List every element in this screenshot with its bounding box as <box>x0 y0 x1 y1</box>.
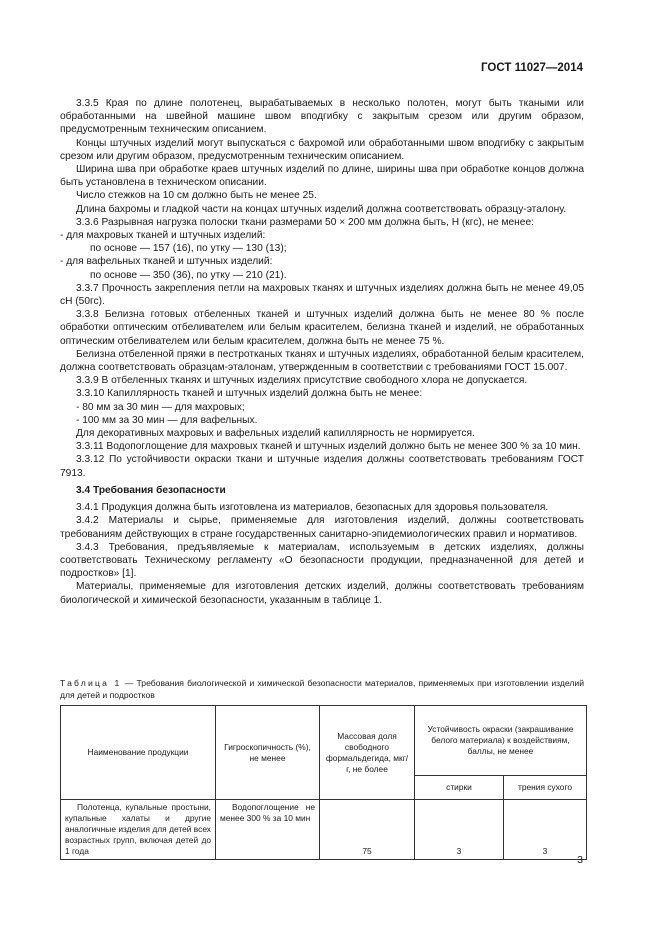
paragraph: 3.3.8 Белизна готовых отбеленных тканей и штучных изделий должна быть не менее 80 % после обработки оптическим отбеливателем или белым красителем, белизна тканей и изделий, не обработанных оптическим отбеливателем или белым красителем, должна быть не менее 75 %. <box>60 309 584 347</box>
paragraph: Число стежков на 10 см должно быть не менее 25. <box>76 190 317 202</box>
table-caption <box>60 677 584 701</box>
document-code: ГОСТ 11027—2014 <box>481 62 583 74</box>
header-product: Наименование продукции <box>61 706 216 800</box>
list-subitem: по основе — 350 (36), по утку — 210 (21). <box>90 269 287 281</box>
list-item: - 100 мм за 30 мин — для вафельных. <box>76 414 258 426</box>
paragraph: Ширина шва при обработке краев штучных изделий по длине, ширины шва при обработке концов должна быть установлена в техническом описании. <box>60 164 584 189</box>
cell-dry-rubbing: 3 <box>504 800 587 860</box>
paragraph: Для декоративных махровых и вафельных изделий капиллярность не нормируется. <box>76 428 475 440</box>
list-item: - для махровых тканей и штучных изделий: <box>60 230 266 242</box>
paragraph: 3.3.6 Разрывная нагрузка полоски ткани размерами 50 × 200 мм должна быть, Н (кгс), не менее: <box>76 216 534 228</box>
header-dry-rubbing: трения сухого <box>504 776 587 800</box>
paragraph: 3.3.12 По устойчивости окраски ткани и штучные изделия должны соответствовать требованиям ГОСТ 7913. <box>60 454 584 479</box>
cell-washing: 3 <box>415 800 504 860</box>
table-caption-label: Таблица 1 <box>60 678 122 688</box>
header-washing: стирки <box>415 776 504 800</box>
paragraph: 3.4.2 Материалы и сырье, применяемые для изготовления изделий, должны соответствовать требованиям действующих в стране государственных санитарно-эпидемиологических правил и нормативов. <box>60 515 584 540</box>
paragraph: Длина бахромы и гладкой части на концах штучных изделий должна соответствовать образцу-эталону. <box>76 203 567 215</box>
header-formaldehyde: Массовая доля свободного формальдегида, мкг/г, не более <box>320 706 415 800</box>
paragraph: 3.3.9 В отбеленных тканях и штучных изделиях присутствие свободного хлора не допускается. <box>76 375 528 387</box>
paragraph: Концы штучных изделий могут выпускаться с бахромой или обработанными швом вподгибку с закрытым срезом или другим образом, предусмотренным техническим описанием. <box>60 137 584 162</box>
table-header-row <box>61 706 587 776</box>
paragraph: 3.4.1 Продукция должна быть изготовлена из материалов, безопасных для здоровья пользователя. <box>76 502 549 514</box>
list-item: - 80 мм за 30 мин — для махровых; <box>76 401 245 413</box>
paragraph: 3.4.3 Требования, предъявляемые к материалам, используемым в детских изделиях, должны соответствовать Техническому регламенту «О безопасности продукции, предназначенной для детей и подростков» [1]. <box>60 541 584 580</box>
paragraph: 3.3.5 Края по длине полотенец, вырабатываемых в несколько полотен, могут быть ткаными или обработанными на швейной машине швом вподгибку с закрытым срезом или другим образом, предусмотренным техническим описанием. <box>60 98 584 136</box>
list-subitem: по основе — 157 (16), по утку — 130 (13); <box>90 243 287 255</box>
cell-product: Полотенца, купальные простыни, купальные халаты и другие аналогичные изделия для детей всех возрастных групп, включая детей до 1 года <box>61 800 216 860</box>
header-color-fastness: Устойчивость окраски (закрашивание белого материала) к воздействиям, баллы, не менее <box>415 706 587 776</box>
cell-hygroscopicity: Водопоглощение не менее 300 % за 10 мин <box>216 800 320 860</box>
section-heading: 3.4 Требования безопасности <box>76 484 226 496</box>
paragraph: 3.3.11 Водопоглощение для махровых тканей и штучных изделий должно быть не менее 300 % за 10 мин. <box>76 441 581 453</box>
header-hygroscopicity: Гигроскопичность (%), не менее <box>216 706 320 800</box>
list-item: - для вафельных тканей и штучных изделий: <box>60 256 273 268</box>
table-caption-text: — Требования биологической и химической безопасности материалов, применяемых при изготовлении изделий для детей и подростков <box>60 678 584 700</box>
paragraph: 3.3.7 Прочность закрепления петли на махровых тканях и штучных изделиях должна быть не менее 49,05 сН (50гс). <box>60 282 584 308</box>
paragraph: 3.3.10 Капиллярность тканей и штучных изделий должна быть не менее: <box>76 388 423 400</box>
paragraph: Белизна отбеленной пряжи в пестротканых тканях и штучных изделиях, обработанной белым красителем, должна соответствовать образцам-эталонам, утвержденным в соответствии с требованиями ГОСТ 15.007. <box>60 348 584 374</box>
paragraph: Материалы, применяемые для изготовления детских изделий, должны соответствовать требованиям биологической и химической безопасности, указанным в таблице 1. <box>60 581 584 606</box>
cell-formaldehyde: 75 <box>320 800 415 860</box>
page-number: 3 <box>577 854 583 866</box>
document-body <box>60 97 584 607</box>
table-row <box>61 800 587 860</box>
requirements-table <box>60 705 587 860</box>
